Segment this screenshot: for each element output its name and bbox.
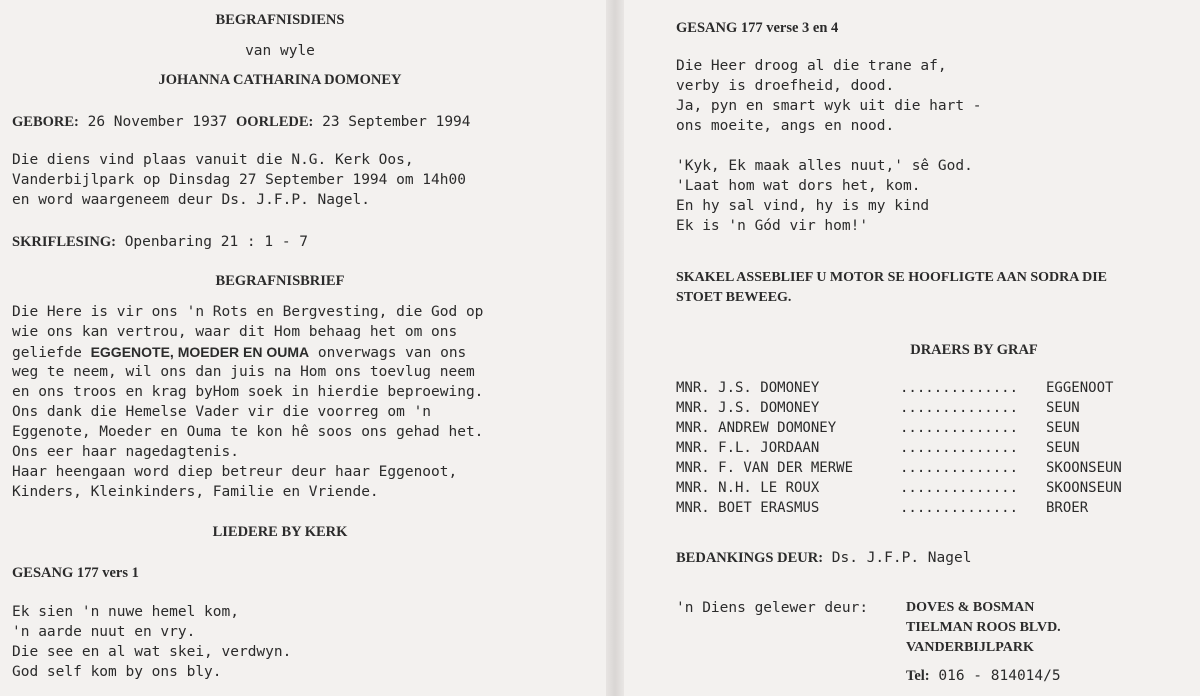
gebore-label: GEBORE: bbox=[12, 114, 79, 130]
skriflesing-label: SKRIFLESING: bbox=[12, 234, 116, 250]
liedere-heading: LIEDERE BY KERK bbox=[212, 524, 348, 540]
letter-text: geliefde bbox=[12, 345, 91, 361]
bedankings-label: BEDANKINGS DEUR: bbox=[676, 550, 824, 566]
bearer-name: MNR. J.S. DOMONEY bbox=[676, 380, 820, 396]
hymn-line: 'n aarde nuut en vry. bbox=[12, 624, 196, 640]
dates-line bbox=[12, 112, 471, 132]
skriflesing-line bbox=[12, 232, 308, 252]
service-line: en word waargeneem deur Ds. J.F.P. Nagel. bbox=[12, 192, 370, 208]
diens-label: 'n Diens gelewer deur: bbox=[676, 600, 869, 616]
bedankings-line bbox=[676, 548, 971, 568]
gesang2-heading: GESANG 177 verse 3 en 4 bbox=[676, 20, 839, 36]
van-wyle-text: van wyle bbox=[245, 43, 315, 59]
hymn-line: En hy sal vind, hy is my kind bbox=[676, 198, 930, 214]
oorlede-value: 23 September 1994 bbox=[322, 114, 471, 130]
draers-heading: DRAERS BY GRAF bbox=[910, 342, 1038, 358]
undertaker-line: TIELMAN ROOS BLVD. bbox=[906, 620, 1061, 635]
notice-line: STOET BEWEEG. bbox=[676, 290, 792, 305]
tel-label: Tel: bbox=[906, 668, 930, 684]
bearer-name: MNR. F.L. JORDAAN bbox=[676, 440, 820, 456]
bearer-relation: SEUN bbox=[1046, 440, 1080, 456]
headlights-notice bbox=[676, 268, 1107, 308]
service-details bbox=[12, 150, 466, 210]
bearer-relation: SKOONSEUN bbox=[1046, 460, 1122, 476]
hymn-line: 'Laat hom wat dors het, kom. bbox=[676, 178, 921, 194]
gebore-value: 26 November 1937 bbox=[87, 114, 228, 130]
hymn-verse-4 bbox=[676, 156, 973, 236]
letter-line: Ons dank die Hemelse Vader vir die voorreg om 'n bbox=[12, 404, 432, 420]
right-page bbox=[624, 0, 1200, 696]
hymn-line: God self kom by ons bly. bbox=[12, 664, 222, 680]
bearer-name: MNR. N.H. LE ROUX bbox=[676, 480, 820, 496]
hymn-line: Die Heer droog al die trane af, bbox=[676, 58, 947, 74]
hymn-verse-1 bbox=[12, 602, 291, 682]
brief-heading: BEGRAFNISBRIEF bbox=[215, 273, 345, 289]
hymn-line: Die see en al wat skei, verdwyn. bbox=[12, 644, 292, 660]
letter-line: Haar heengaan word diep betreur deur haar Eggenoot, bbox=[12, 464, 458, 480]
letter-line: Ons eer haar nagedagtenis. bbox=[12, 444, 239, 460]
letter-emphasis: EGGENOTE, MOEDER EN OUMA bbox=[90, 344, 310, 360]
bearer-relation: SKOONSEUN bbox=[1046, 480, 1122, 496]
bearer-dots: .............. bbox=[900, 400, 1019, 416]
bedankings-value: Ds. J.F.P. Nagel bbox=[831, 550, 972, 566]
undertaker-line: DOVES & BOSMAN bbox=[906, 600, 1035, 615]
letter-line: en ons troos en krag byHom soek in hierdie beproewing. bbox=[12, 384, 484, 400]
letter-line: weg te neem, wil ons dan juis na Hom ons toevlug neem bbox=[12, 364, 475, 380]
bearer-name: MNR. BOET ERASMUS bbox=[676, 500, 820, 516]
gesang1-heading: GESANG 177 vers 1 bbox=[12, 565, 139, 581]
page-gutter bbox=[606, 0, 624, 696]
skriflesing-value: Openbaring 21 : 1 - 7 bbox=[124, 234, 309, 250]
letter-line: wie ons kan vertrou, waar dit Hom behaag het om ons bbox=[12, 324, 458, 340]
oorlede-label: OORLEDE: bbox=[236, 114, 314, 130]
hymn-line: Ek sien 'n nuwe hemel kom, bbox=[12, 604, 239, 620]
hymn-line: ons moeite, angs en nood. bbox=[676, 118, 895, 134]
hymn-verse-3 bbox=[676, 56, 982, 136]
letter-text: onverwags van ons bbox=[309, 345, 467, 361]
undertaker-line: VANDERBIJLPARK bbox=[906, 640, 1034, 655]
service-line: Die diens vind plaas vanuit die N.G. Kerk Oos, bbox=[12, 152, 414, 168]
funeral-letter bbox=[12, 302, 483, 502]
bearer-relation: EGGENOOT bbox=[1046, 380, 1114, 396]
bearer-name: MNR. F. VAN DER MERWE bbox=[676, 460, 854, 476]
hymn-line: Ek is 'n Gód vir hom!' bbox=[676, 218, 869, 234]
bearer-dots: .............. bbox=[900, 420, 1019, 436]
hymn-line: 'Kyk, Ek maak alles nuut,' sê God. bbox=[676, 158, 973, 174]
tel-value: 016 - 814014/5 bbox=[938, 668, 1061, 684]
undertaker-address bbox=[906, 598, 1061, 658]
letter-line: Eggenote, Moeder en Ouma te kon hê soos ons gehad het. bbox=[12, 424, 484, 440]
telephone-line bbox=[906, 666, 1061, 686]
bearer-relation: SEUN bbox=[1046, 420, 1080, 436]
bearer-name: MNR. ANDREW DOMONEY bbox=[676, 420, 837, 436]
bearer-relation: BROER bbox=[1046, 500, 1089, 516]
bearer-dots: .............. bbox=[900, 480, 1019, 496]
bearer-dots: .............. bbox=[900, 380, 1019, 396]
notice-line: SKAKEL ASSEBLIEF U MOTOR SE HOOFLIGTE AAN SODRA DIE bbox=[676, 270, 1108, 285]
hymn-line: Ja, pyn en smart wyk uit die hart - bbox=[676, 98, 982, 114]
bearer-dots: .............. bbox=[900, 440, 1019, 456]
letter-line: Kinders, Kleinkinders, Familie en Vriende. bbox=[12, 484, 379, 500]
bearer-dots: .............. bbox=[900, 500, 1019, 516]
hymn-line: verby is droefheid, dood. bbox=[676, 78, 895, 94]
letter-line: Die Here is vir ons 'n Rots en Bergvesting, die God op bbox=[12, 304, 484, 320]
bearer-name: MNR. J.S. DOMONEY bbox=[676, 400, 820, 416]
letter-line-with-emphasis bbox=[12, 342, 483, 362]
bearer-dots: .............. bbox=[900, 460, 1019, 476]
bearer-relation: SEUN bbox=[1046, 400, 1080, 416]
service-line: Vanderbijlpark op Dinsdag 27 September 1994 om 14h00 bbox=[12, 172, 466, 188]
deceased-name: JOHANNA CATHARINA DOMONEY bbox=[158, 72, 402, 88]
program-header: BEGRAFNISDIENS bbox=[215, 12, 345, 28]
